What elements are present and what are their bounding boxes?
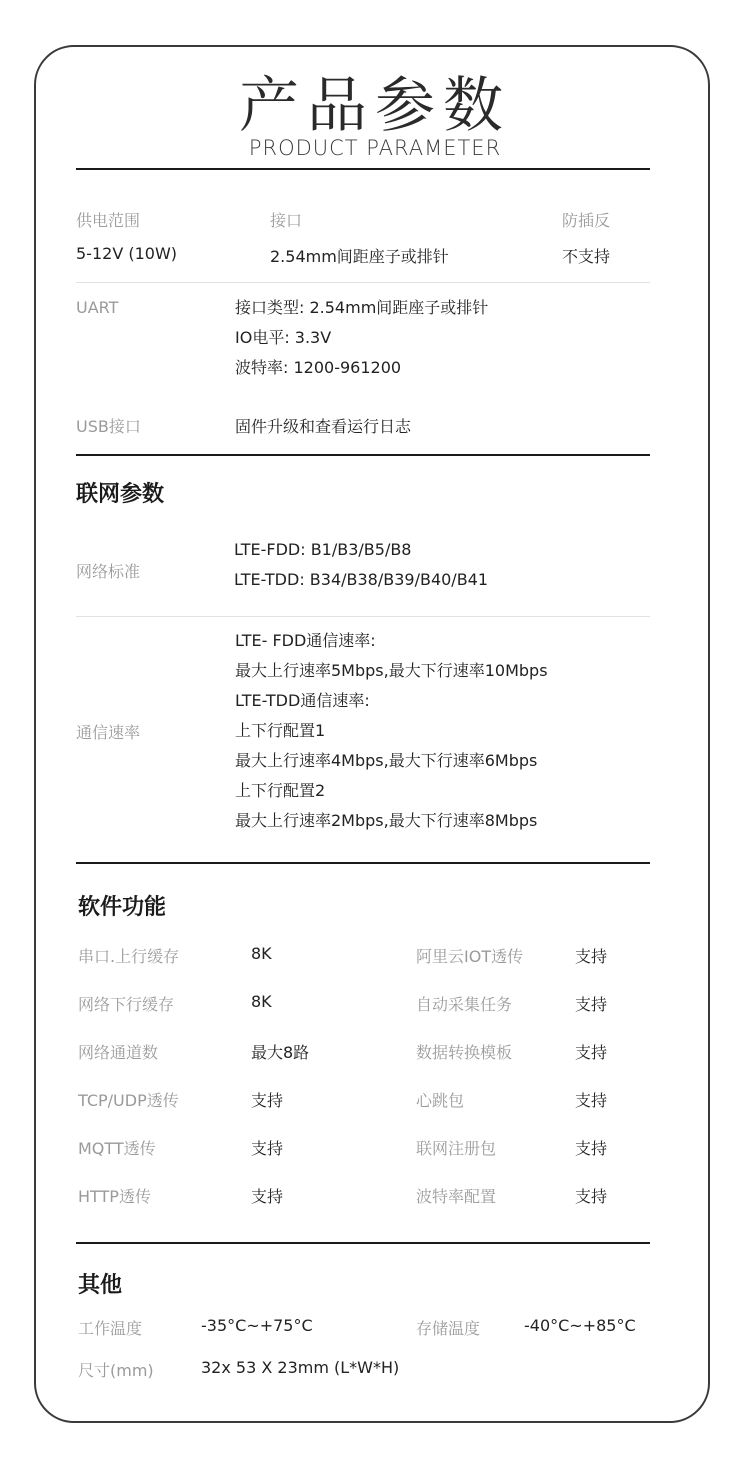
reverse-protect-value: 不支持: [562, 247, 611, 266]
comm-speed-label: 通信速率: [76, 723, 141, 742]
software-label: HTTP透传: [78, 1187, 151, 1206]
work-temp-label: 工作温度: [78, 1319, 143, 1338]
section-divider: [76, 1242, 650, 1244]
usb-label: USB接口: [76, 417, 141, 436]
row-divider: [76, 282, 650, 283]
usb-value: 固件升级和查看运行日志: [235, 417, 412, 436]
supply-label: 供电范围: [76, 211, 141, 230]
size-value: 32x 53 X 23mm (L*W*H): [201, 1358, 400, 1377]
software-value: 支持: [575, 995, 608, 1014]
software-value: 8K: [251, 992, 272, 1011]
comm-speed-line: 最大上行速率4Mbps,最大下行速率6Mbps: [235, 751, 538, 770]
comm-speed-details: [235, 626, 548, 836]
network-standard-details: [234, 535, 488, 595]
page-title: 产品参数: [239, 71, 511, 141]
software-label: 串口.上行缓存: [78, 947, 180, 966]
software-label: 自动采集任务: [416, 995, 513, 1014]
software-value: 支持: [575, 1043, 608, 1062]
software-label: 数据转换模板: [416, 1043, 513, 1062]
supply-value: 5-12V (10W): [76, 244, 178, 263]
header-divider: [76, 168, 650, 170]
comm-speed-line: 最大上行速率2Mbps,最大下行速率8Mbps: [235, 811, 538, 830]
network-standard-line: LTE-FDD: B1/B3/B5/B8: [234, 540, 412, 559]
size-label: 尺寸(mm): [78, 1361, 154, 1380]
reverse-protect-label: 防插反: [562, 211, 611, 230]
software-value: 支持: [251, 1091, 284, 1110]
storage-temp-label: 存储温度: [416, 1319, 481, 1338]
software-value: 8K: [251, 944, 272, 963]
uart-label: UART: [76, 298, 119, 317]
comm-speed-line: 上下行配置2: [235, 781, 326, 800]
uart-line: 接口类型: 2.54mm间距座子或排针: [235, 298, 489, 317]
network-standard-label: 网络标准: [76, 562, 141, 581]
interface-value: 2.54mm间距座子或排针: [270, 247, 449, 266]
software-label: 联网注册包: [416, 1139, 497, 1158]
software-value: 支持: [575, 1091, 608, 1110]
software-label: TCP/UDP透传: [78, 1091, 179, 1110]
software-label: 波特率配置: [416, 1187, 497, 1206]
comm-speed-line: 上下行配置1: [235, 721, 326, 740]
uart-line: 波特率: 1200-961200: [235, 358, 402, 377]
software-label: 网络通道数: [78, 1043, 159, 1062]
network-section-title: 联网参数: [76, 482, 165, 507]
software-value: 支持: [251, 1139, 284, 1158]
section-divider: [76, 862, 650, 864]
software-label: 阿里云IOT透传: [416, 947, 524, 966]
software-value: 支持: [575, 1187, 608, 1206]
software-value: 支持: [575, 947, 608, 966]
uart-details: [235, 293, 488, 383]
row-divider: [76, 616, 650, 617]
comm-speed-line: LTE- FDD通信速率:: [235, 631, 376, 650]
software-value: 支持: [575, 1139, 608, 1158]
network-standard-line: LTE-TDD: B34/B38/B39/B40/B41: [234, 570, 489, 589]
interface-label: 接口: [270, 211, 303, 230]
storage-temp-value: -40°C~+85°C: [524, 1316, 636, 1335]
comm-speed-line: 最大上行速率5Mbps,最大下行速率10Mbps: [235, 661, 548, 680]
software-label: 心跳包: [416, 1091, 465, 1110]
page-subtitle: PRODUCT PARAMETER: [248, 136, 502, 160]
section-divider: [76, 454, 650, 456]
software-label: 网络下行缓存: [78, 995, 175, 1014]
work-temp-value: -35°C~+75°C: [201, 1316, 313, 1335]
other-section-title: 其他: [78, 1273, 123, 1298]
software-value: 支持: [251, 1187, 284, 1206]
comm-speed-line: LTE-TDD通信速率:: [235, 691, 370, 710]
software-section-title: 软件功能: [78, 895, 167, 920]
software-value: 最大8路: [251, 1043, 310, 1062]
uart-line: IO电平: 3.3V: [235, 328, 332, 347]
software-label: MQTT透传: [78, 1139, 156, 1158]
